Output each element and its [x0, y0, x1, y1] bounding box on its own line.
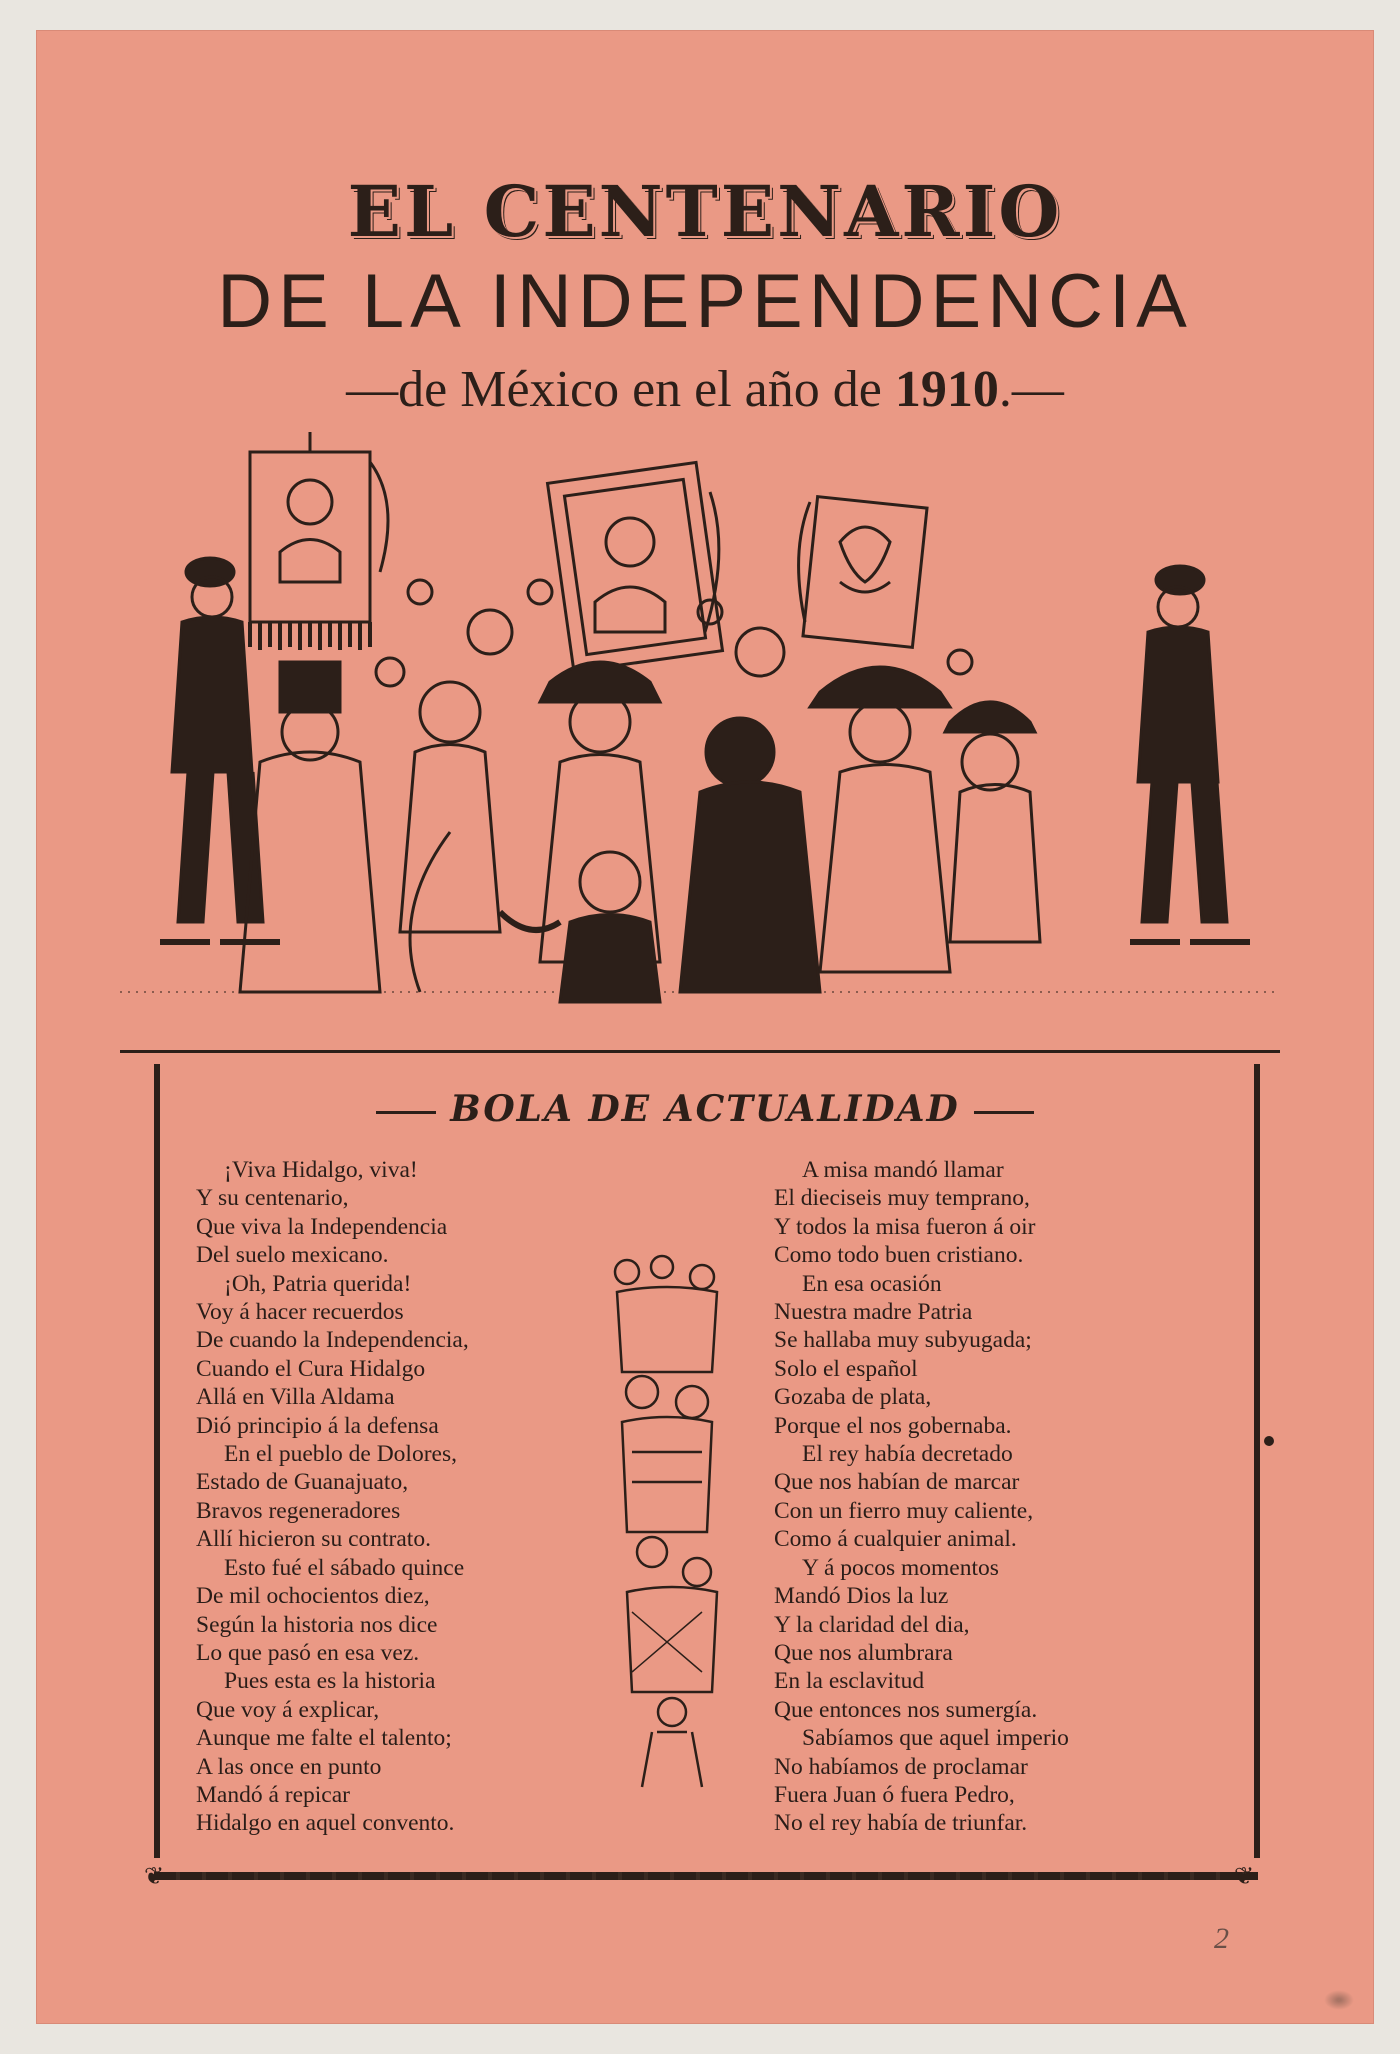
verse-line: Fuera Juan ó fuera Pedro,	[774, 1781, 1015, 1808]
title-line-3-post: .—	[998, 361, 1064, 418]
verse-line: Allí hicieron su contrato.	[196, 1526, 431, 1553]
verse-line: Allá en Villa Aldama	[196, 1384, 395, 1411]
verse-line: Y todos la misa fueron á oir	[774, 1213, 1036, 1240]
verse-line: El dieciseis muy temprano,	[774, 1185, 1030, 1212]
verse-line: Se hallaba muy subyugada;	[774, 1327, 1032, 1354]
verse-column-right	[774, 1156, 1069, 1838]
verse-line: No el rey había de triunfar.	[774, 1810, 1028, 1837]
verse-line: Que nos habían de marcar	[774, 1469, 1020, 1496]
verse-column-left	[196, 1156, 469, 1838]
verse-line: Cuando el Cura Hidalgo	[196, 1355, 426, 1382]
verse-line: Y la claridad del dia,	[774, 1611, 970, 1638]
verse-line: De mil ochocientos diez,	[196, 1583, 430, 1610]
verse-line: Voy á hacer recuerdos	[196, 1299, 404, 1326]
verse-line: ¡Oh, Patria querida!	[224, 1270, 412, 1297]
left-corner-ornament: ❦	[144, 1862, 165, 1890]
verse-line: Bravos regeneradores	[196, 1497, 401, 1524]
verse-line: Mandó á repicar	[196, 1781, 350, 1808]
verse-line: Que nos alumbrara	[774, 1639, 953, 1666]
verse-line: Que voy á explicar,	[196, 1696, 380, 1723]
verse-line: No habíamos de proclamar	[774, 1753, 1028, 1780]
frame-top-rule	[120, 1050, 1280, 1053]
page-number: 2	[1214, 1922, 1229, 1955]
verse-line: Y su centenario,	[196, 1185, 349, 1212]
verse-line: Que entonces nos sumergía.	[774, 1696, 1038, 1723]
verse-line: Estado de Guanajuato,	[196, 1469, 409, 1496]
right-soldier	[1130, 566, 1250, 942]
broadside-sheet	[36, 30, 1374, 2024]
verse-line: Y á pocos momentos	[802, 1554, 999, 1581]
section-subtitle	[36, 1088, 1374, 1130]
verse-line: En la esclavitud	[774, 1668, 925, 1695]
title-year: 1910	[894, 361, 999, 418]
verse-line: ¡Viva Hidalgo, viva!	[224, 1157, 418, 1183]
verse-line: Mandó Dios la luz	[774, 1583, 949, 1610]
verse-line: Con un fierro muy caliente,	[774, 1497, 1034, 1524]
verse-line: Lo que pasó en esa vez.	[196, 1639, 420, 1666]
verse-line: Como todo buen cristiano.	[774, 1242, 1024, 1269]
verse-line: Como á cualquier animal.	[774, 1526, 1017, 1553]
verse-line: Aunque me falte el talento;	[196, 1725, 452, 1752]
frame-bottom-rule	[154, 1872, 1258, 1880]
ink-dot	[1264, 1436, 1274, 1446]
subtitle-dash-right	[974, 1111, 1034, 1114]
verse-line: En esa ocasión	[802, 1270, 942, 1297]
title-line-2: DE LA INDEPENDENCIA	[217, 259, 1193, 344]
right-banner	[803, 497, 927, 648]
left-banner	[250, 452, 370, 622]
verse-line: Gozaba de plata,	[774, 1384, 932, 1411]
verse-line: Que viva la Independencia	[196, 1213, 448, 1240]
verse-line: Esto fué el sábado quince	[224, 1554, 465, 1581]
verse-line: Hidalgo en aquel convento.	[196, 1810, 455, 1837]
title-line-3	[36, 360, 1374, 419]
verse-line: Nuestra madre Patria	[774, 1299, 973, 1326]
title-line-3-pre: —de México en el año de	[346, 361, 895, 418]
verse-line: Según la historia nos dice	[196, 1611, 438, 1638]
crowd-illustration	[120, 432, 1280, 1052]
verse-line: En el pueblo de Dolores,	[224, 1441, 457, 1468]
verse-line: A misa mandó llamar	[802, 1157, 1004, 1183]
subtitle-dash-left	[376, 1111, 436, 1114]
verse-line: Sabíamos que aquel imperio	[802, 1725, 1069, 1752]
verse-line: Porque el nos gobernaba.	[774, 1412, 1012, 1439]
verse-line: Dió principio á la defensa	[196, 1412, 439, 1439]
verse-line: Solo el español	[774, 1355, 918, 1382]
verse-line: A las once en punto	[196, 1753, 382, 1780]
verse-line: El rey había decretado	[802, 1441, 1013, 1468]
right-corner-ornament: ❦	[1234, 1862, 1255, 1890]
left-soldier	[160, 558, 280, 942]
verse-line: Pues esta es la historia	[224, 1668, 436, 1695]
corner-smudge	[1324, 1990, 1354, 2010]
subtitle-text: BOLA DE ACTUALIDAD	[450, 1088, 960, 1130]
verse-line: De cuando la Independencia,	[196, 1327, 469, 1354]
title-line-1: EL CENTENARIO	[347, 170, 1063, 253]
center-figure-illustration	[602, 1252, 732, 1792]
verse-line: Del suelo mexicano.	[196, 1242, 389, 1269]
